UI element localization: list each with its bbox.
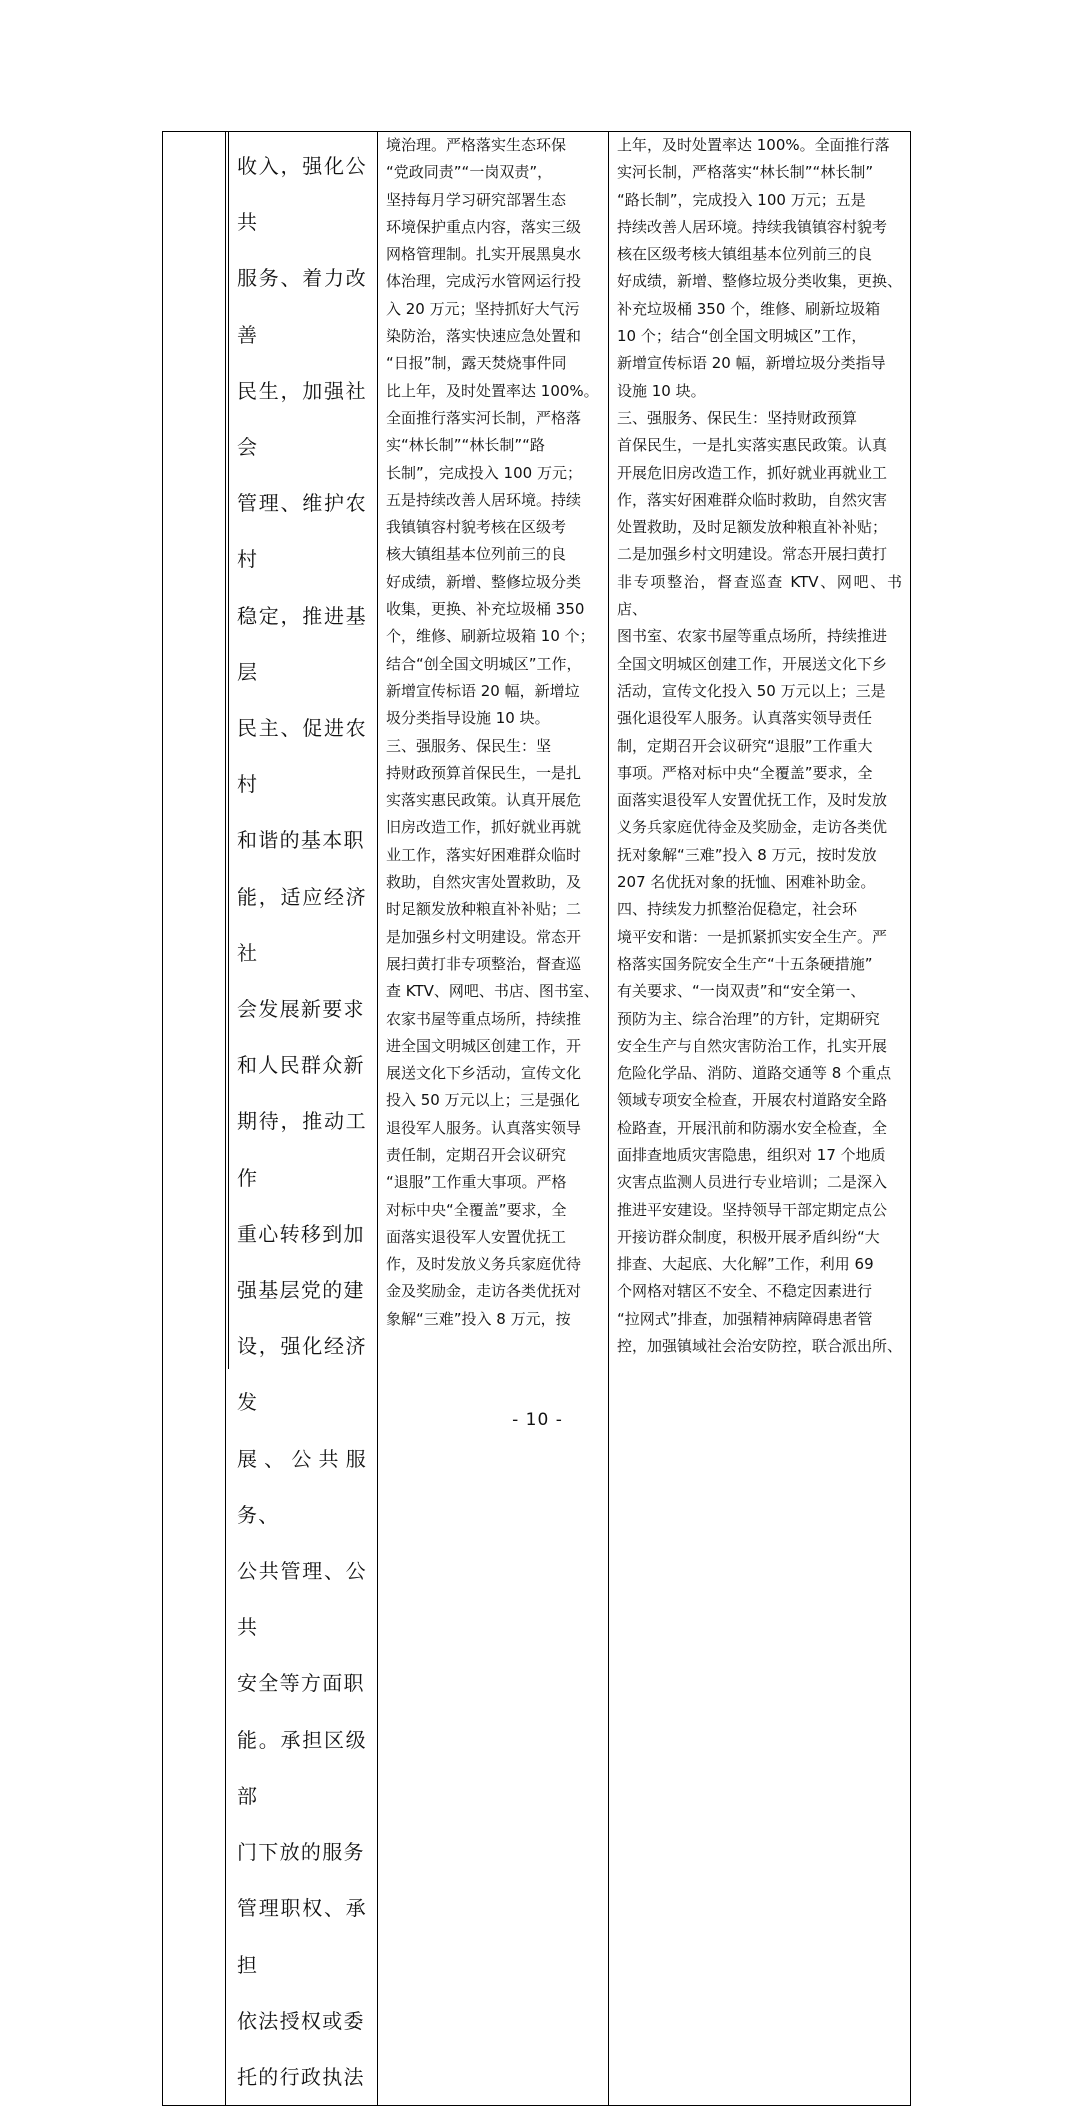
content-table [162, 131, 911, 2106]
empty-index-cell [163, 132, 226, 2106]
paragraph-services: 三、强服务、保民生：坚持财政预算 首保民生，一是扎实落实惠民政策。认真 开展危旧房改造工作，抓好就业再就业工 作，落实好困难群众临时救助，自然灾害 处置救助，及时足额发放种粮直补补贴； 二是加强乡村文明建设。常态开展扫黄打 非专项整治，督查巡查 KTV、网吧、书店、 图书室、农家书屋等重点场所，持续推进 全国文明城区创建工作，开展送文化下乡 活动，宣传文化投入 50 万元以上；三是 强化退役军人服务。认真落实领导责任 制，定期召开会议研究“退服”工作重大 事项。严格对标中央“全覆盖”要求，全 面落实退役军人安置优抚工作，及时发放 义务兵家庭优待金及奖励金，走访各类优 抚对象解“三难”投入 8 万元，按时发放 207 名优抚对象的抚恤、困难补助金。 [617, 408, 902, 892]
paragraph-environment: 境治理。严格落实生态环保 “党政同责”“一岗双责”， 坚持每月学习研究部署生态 环境保护重点内容，落实三级 网格管理制。扎实开展黑臭水 体治理，完成污水管网运行投 入 20 万元；坚持抓好大气污 染防治，落实快速应急处置和 “日报”制，露天焚烧事件同 比上年，及时处置率达 100%。 全面推行落实河长制，严格落 实“林长制”“林长制”“路 长制”，完成投入 100 万元； 五是持续改善人居环境。持续 我镇镇容村貌考核在区级考 核大镇组基本位列前三的良 好成绩，新增、整修垃圾分类 收集，更换、补充垃圾桶 350 个，维修、刷新垃圾箱 10 个； 结合“创全国文明城区”工作， 新增宣传标语 20 幅，新增垃 圾分类指导设施 10 块。 [386, 136, 599, 728]
work-detail-cell [609, 132, 911, 2106]
column-divider-inner [228, 131, 229, 1369]
duty-text: 收入，强化公共 服务、着力改善 民生，加强社会 管理、维护农村 稳定，推进基层 民主、促进农村 和谐的基本职 能，适应经济社 会发展新要求 和人民群众新 期待，推动工作 重心转移到加 强基层党的建 设，强化经济发 展、公共服务、 公共管理、公共 安全等方面职 能。承担区级部 门下放的服务 管理职权、承担 依法授权或委 托的行政执法 [237, 154, 367, 2089]
work-detail-text [609, 132, 910, 1360]
work-summary-text [378, 132, 608, 1333]
paragraph-environment: 上年，及时处置率达 100%。全面推行落 实河长制，严格落实“林长制”“林长制” “路长制”，完成投入 100 万元；五是 持续改善人居环境。持续我镇镇容村貌考 核在区级考核大镇组基本位列前三的良 好成绩，新增、整修垃圾分类收集，更换、 补充垃圾桶 350 个，维修、刷新垃圾箱 10 个；结合“创全国文明城区”工作， 新增宣传标语 20 幅，新增垃圾分类指导 设施 10 块。 [617, 136, 903, 400]
page-number: - 10 - [512, 1410, 563, 1430]
paragraph-services: 三、强服务、保民生：坚 持财政预算首保民生，一是扎 实落实惠民政策。认真开展危 旧房改造工作，抓好就业再就 业工作，落实好困难群众临时 救助，自然灾害处置救助，及 时足额发放种粮直补补贴；二 是加强乡村文明建设。常态开 展扫黄打非专项整治，督查巡 查 KTV、网吧、书店、图书室、 农家书屋等重点场所，持续推 进全国文明城区创建工作，开 展送文化下乡活动，宣传文化 投入 50 万元以上；三是强化 退役军人服务。认真落实领导 责任制，定期召开会议研究 “退服”工作重大事项。严格 对标中央“全覆盖”要求，全 面落实退役军人安置优抚工 作，及时发放义务兵家庭优待 金及奖励金，走访各类优抚对 象解“三难”投入 8 万元，按 [386, 736, 599, 1328]
table-row [163, 132, 911, 2106]
duty-description-cell [226, 132, 378, 2106]
paragraph-stability: 四、持续发力抓整治促稳定，社会环 境平安和谐：一是抓紧抓实安全生产。严 格落实国务院安全生产“十五条硬措施” 有关要求、“一岗双责”和“安全第一、 预防为主、综合治理”的方针，定期研究 安全生产与自然灾害防治工作，扎实开展 危险化学品、消防、道路交通等 8 个重点 领域专项安全检查，开展农村道路安全路 检路查，开展汛前和防溺水安全检查，全 面排查地质灾害隐患，组织对 17 个地质 灾害点监测人员进行专业培训；二是深入 推进平安建设。坚持领导干部定期定点公 开接访群众制度，积极开展矛盾纠纷“大 排查、大起底、大化解”工作，利用 69 个网格对辖区不安全、不稳定因素进行 “拉网式”排查，加强精神病障碍患者管 控，加强镇域社会治安防控，联合派出所、 [617, 900, 903, 1356]
work-summary-cell [378, 132, 609, 2106]
